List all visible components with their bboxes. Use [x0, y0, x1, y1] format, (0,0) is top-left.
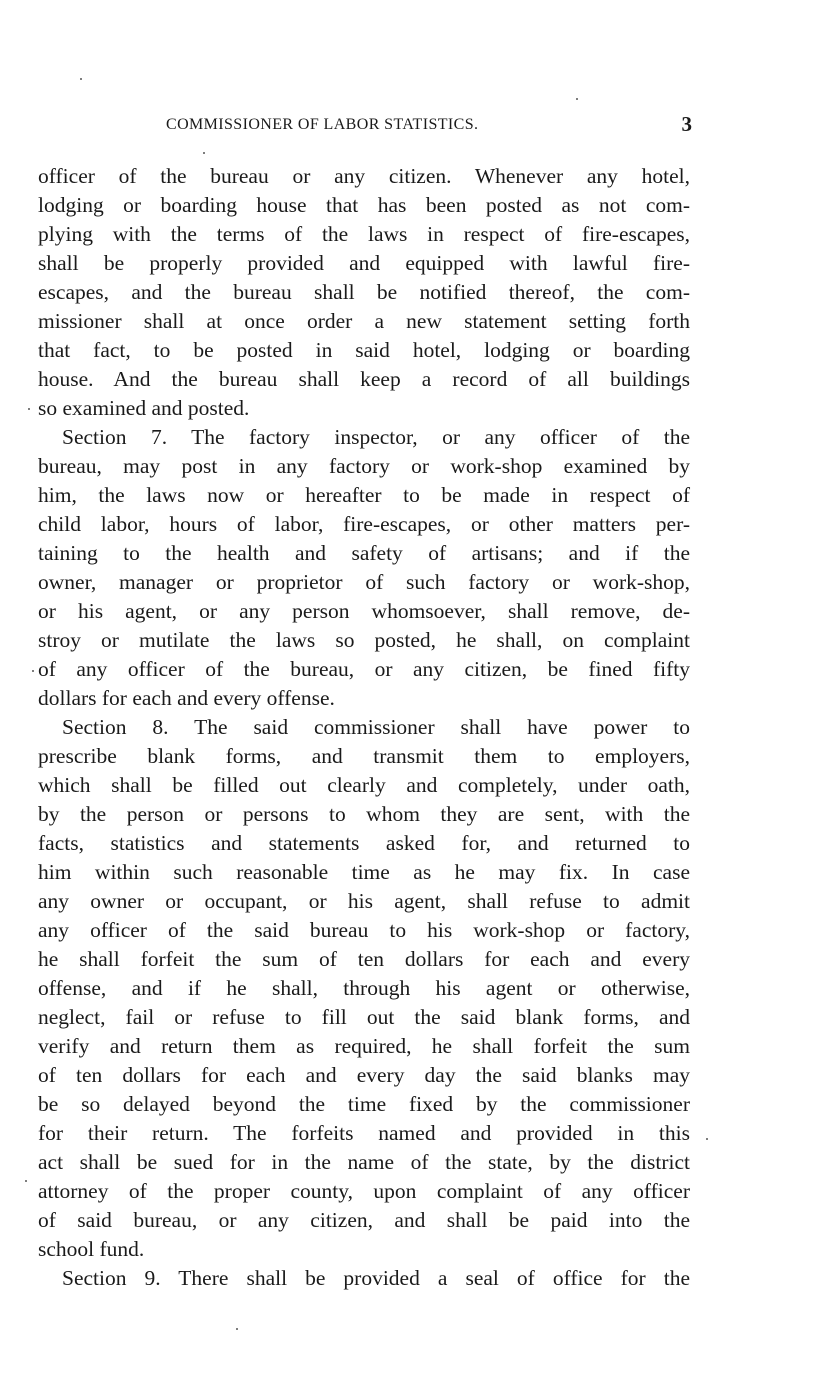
scan-speck: [236, 1328, 238, 1330]
text-line: so examined and posted.: [38, 396, 250, 420]
text-line: he shall forfeit the sum of ten dollars for each and every: [38, 947, 690, 971]
text-line: act shall be sued for in the name of the state, by the district: [38, 1150, 690, 1174]
text-line: officer of the bureau or any citizen. Whenever any hotel,: [38, 164, 690, 188]
text-line: stroy or mutilate the laws so posted, he shall, on complaint: [38, 628, 690, 652]
scan-speck: [706, 1138, 708, 1140]
text-line: any owner or occupant, or his agent, shall refuse to admit: [38, 889, 690, 913]
text-line: house. And the bureau shall keep a record of all buildings: [38, 367, 690, 391]
text-line: of any officer of the bureau, or any citizen, be fined fifty: [38, 657, 690, 681]
text-line: lodging or boarding house that has been posted as not com-: [38, 193, 690, 217]
text-line: shall be properly provided and equipped with lawful fire-: [38, 251, 690, 275]
text-line: by the person or persons to whom they are sent, with the: [38, 802, 690, 826]
text-line: prescribe blank forms, and transmit them to employers,: [38, 744, 690, 768]
text-line: owner, manager or proprietor of such factory or work-shop,: [38, 570, 690, 594]
text-line: attorney of the proper county, upon complaint of any officer: [38, 1179, 690, 1203]
scan-speck: [203, 152, 205, 154]
body-text: [38, 162, 690, 1293]
text-line: or his agent, or any person whomsoever, shall remove, de-: [38, 599, 690, 623]
running-title: COMMISSIONER OF LABOR STATISTICS.: [166, 116, 479, 133]
text-line: of ten dollars for each and every day the said blanks may: [38, 1063, 690, 1087]
section-7-heading-line: Section 7. The factory inspector, or any officer of the: [62, 425, 690, 449]
text-line: him within such reasonable time as he may fix. In case: [38, 860, 690, 884]
text-line: any officer of the said bureau to his work-shop or factory,: [38, 918, 690, 942]
text-line: school fund.: [38, 1237, 145, 1261]
text-line: child labor, hours of labor, fire-escapes, or other matters per-: [38, 512, 690, 536]
scan-speck: [576, 98, 578, 100]
scan-speck: [28, 408, 30, 410]
text-line: dollars for each and every offense.: [38, 686, 335, 710]
text-line: taining to the health and safety of artisans; and if the: [38, 541, 690, 565]
page-number: 3: [681, 112, 692, 136]
text-line: be so delayed beyond the time fixed by the commissioner: [38, 1092, 690, 1116]
text-line: which shall be filled out clearly and completely, under oath,: [38, 773, 690, 797]
text-line: verify and return them as required, he shall forfeit the sum: [38, 1034, 690, 1058]
text-line: neglect, fail or refuse to fill out the said blank forms, and: [38, 1005, 690, 1029]
scan-speck: [25, 1180, 27, 1182]
text-line: escapes, and the bureau shall be notified thereof, the com-: [38, 280, 690, 304]
section-8-heading-line: Section 8. The said commissioner shall have power to: [62, 715, 690, 739]
text-line: missioner shall at once order a new statement setting forth: [38, 309, 690, 333]
text-line: him, the laws now or hereafter to be made in respect of: [38, 483, 690, 507]
text-line: offense, and if he shall, through his agent or otherwise,: [38, 976, 690, 1000]
text-line: for their return. The forfeits named and provided in this: [38, 1121, 690, 1145]
text-line: facts, statistics and statements asked for, and returned to: [38, 831, 690, 855]
scan-speck: [32, 670, 34, 672]
text-line: bureau, may post in any factory or work-shop examined by: [38, 454, 690, 478]
section-9-heading-line: Section 9. There shall be provided a seal of office for the: [62, 1266, 690, 1290]
text-line: that fact, to be posted in said hotel, lodging or boarding: [38, 338, 690, 362]
scan-speck: [80, 78, 82, 80]
text-line: plying with the terms of the laws in respect of fire-escapes,: [38, 222, 690, 246]
running-head: [40, 114, 692, 138]
text-line: of said bureau, or any citizen, and shall be paid into the: [38, 1208, 690, 1232]
